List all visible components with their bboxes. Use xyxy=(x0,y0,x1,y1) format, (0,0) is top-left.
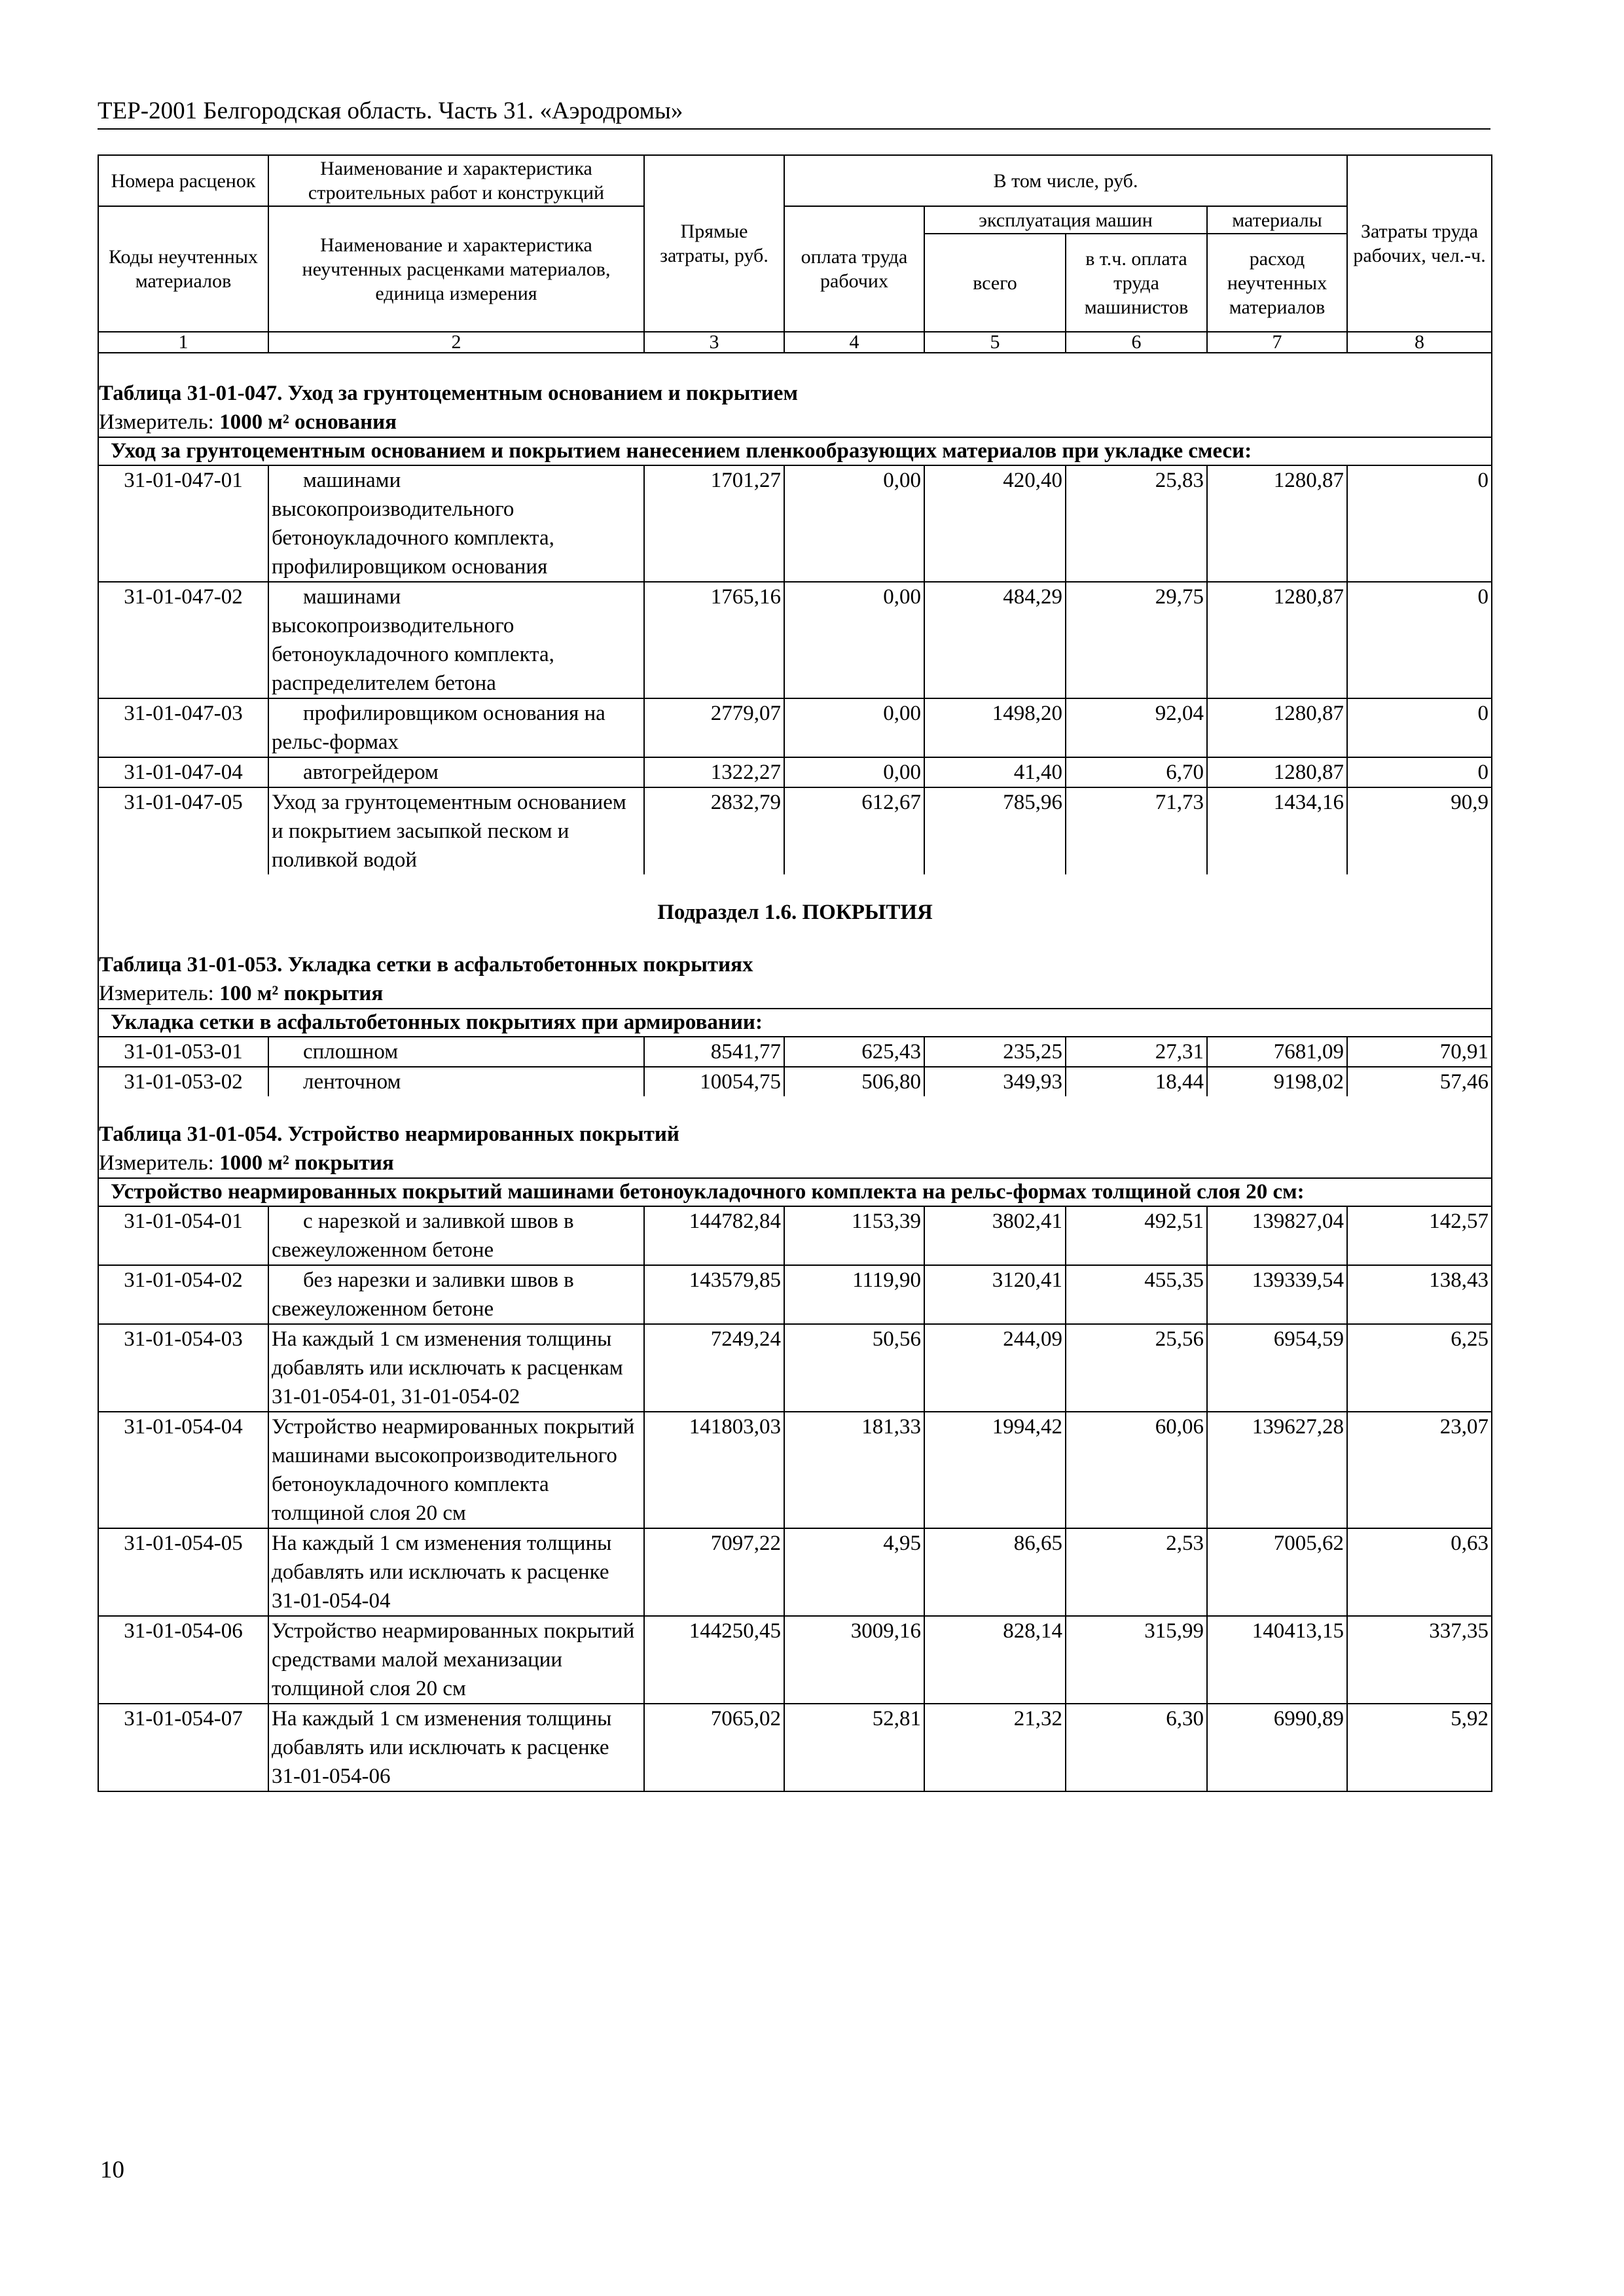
operator-wages-cell: 18,44 xyxy=(1066,1067,1207,1096)
worker-wages-cell: 181,33 xyxy=(784,1412,924,1528)
rate-name-cell: машинами высокопроизводительного бетоноукладочного комплекта, профилировщиком основания xyxy=(268,465,644,582)
materials-cost-cell: 1280,87 xyxy=(1207,757,1347,787)
materials-cost-cell: 7681,09 xyxy=(1207,1037,1347,1067)
col-header-machine-operation: эксплуатация машин xyxy=(924,206,1207,234)
col-number: 6 xyxy=(1066,332,1207,353)
col-header-material-names: Наименование и характеристика неучтенных расценками материалов, единица измерения xyxy=(268,206,644,332)
col-header-material-usage: расход неучтенных материалов xyxy=(1207,234,1347,332)
table-row xyxy=(98,1067,1492,1096)
operator-wages-cell: 455,35 xyxy=(1066,1265,1207,1324)
operator-wages-cell: 27,31 xyxy=(1066,1037,1207,1067)
table-title: Таблица 31-01-054. Устройство неармированных покрытий xyxy=(98,1120,1492,1149)
operator-wages-cell: 71,73 xyxy=(1066,787,1207,874)
rate-name-cell: Устройство неармированных покрытий средствами малой механизации толщиной слоя 20 см xyxy=(268,1616,644,1704)
labor-hours-cell: 0 xyxy=(1347,582,1492,698)
operator-wages-cell: 29,75 xyxy=(1066,582,1207,698)
operator-wages-cell: 2,53 xyxy=(1066,1528,1207,1616)
rate-name-cell: На каждый 1 см изменения толщины добавлять или исключать к расценкам 31-01-054-01, 31-01-054-02 xyxy=(268,1324,644,1412)
rate-code-cell: 31-01-047-03 xyxy=(98,698,268,757)
measurement-value: 1000 м² основания xyxy=(219,410,397,434)
col-number: 5 xyxy=(924,332,1066,353)
operator-wages-cell: 6,70 xyxy=(1066,757,1207,787)
rate-code-cell: 31-01-054-06 xyxy=(98,1616,268,1704)
spacer-cell xyxy=(98,353,1492,379)
direct-costs-cell: 1765,16 xyxy=(644,582,784,698)
table-title: Таблица 31-01-053. Укладка сетки в асфальтобетонных покрытиях xyxy=(98,950,1492,979)
spacer-row xyxy=(98,874,1492,898)
labor-hours-cell: 23,07 xyxy=(1347,1412,1492,1528)
machine-total-cell: 235,25 xyxy=(924,1037,1066,1067)
col-number: 7 xyxy=(1207,332,1347,353)
spacer-cell xyxy=(98,1096,1492,1120)
col-number: 1 xyxy=(98,332,268,353)
subsection-title: Подраздел 1.6. ПОКРЫТИЯ xyxy=(98,898,1492,927)
operator-wages-cell: 25,56 xyxy=(1066,1324,1207,1412)
rate-code-cell: 31-01-054-02 xyxy=(98,1265,268,1324)
table-row xyxy=(98,1037,1492,1067)
labor-hours-cell: 337,35 xyxy=(1347,1616,1492,1704)
subsection-title-row xyxy=(98,898,1492,927)
labor-hours-cell: 70,91 xyxy=(1347,1037,1492,1067)
table-title-row xyxy=(98,1120,1492,1149)
rate-code-cell: 31-01-054-03 xyxy=(98,1324,268,1412)
direct-costs-cell: 10054,75 xyxy=(644,1067,784,1096)
rate-code-cell: 31-01-053-01 xyxy=(98,1037,268,1067)
measurement-unit xyxy=(98,1149,1492,1178)
rate-name-cell: автогрейдером xyxy=(268,757,644,787)
direct-costs-cell: 7065,02 xyxy=(644,1704,784,1791)
materials-cost-cell: 7005,62 xyxy=(1207,1528,1347,1616)
col-number: 2 xyxy=(268,332,644,353)
machine-total-cell: 484,29 xyxy=(924,582,1066,698)
running-header: ТЕР-2001 Белгородская область. Часть 31. «Аэродромы» xyxy=(98,97,1490,130)
rate-name-cell: профилировщиком основания на рельс-формах xyxy=(268,698,644,757)
table-title-row xyxy=(98,950,1492,979)
col-number: 4 xyxy=(784,332,924,353)
spacer-cell xyxy=(98,874,1492,898)
labor-hours-cell: 0 xyxy=(1347,698,1492,757)
machine-total-cell: 349,93 xyxy=(924,1067,1066,1096)
worker-wages-cell: 4,95 xyxy=(784,1528,924,1616)
direct-costs-cell: 1701,27 xyxy=(644,465,784,582)
measurement-row xyxy=(98,979,1492,1009)
group-header-row xyxy=(98,437,1492,465)
page-number: 10 xyxy=(100,2157,124,2183)
measurement-value: 1000 м² покрытия xyxy=(219,1151,394,1175)
table-title: Таблица 31-01-047. Уход за грунтоцементным основанием и покрытием xyxy=(98,379,1492,408)
col-header-worker-wages: оплата труда рабочих xyxy=(784,206,924,332)
rate-name-cell: Устройство неармированных покрытий машинами высокопроизводительного бетоноукладочного комплекта толщиной слоя 20 см xyxy=(268,1412,644,1528)
col-header-operator-wages: в т.ч. оплата труда машинистов xyxy=(1066,234,1207,332)
spacer-row xyxy=(98,1096,1492,1120)
labor-hours-cell: 142,57 xyxy=(1347,1206,1492,1265)
machine-total-cell: 244,09 xyxy=(924,1324,1066,1412)
measurement-label: Измеритель: xyxy=(99,1151,214,1175)
col-number: 3 xyxy=(644,332,784,353)
table-row xyxy=(98,1616,1492,1704)
spacer-cell xyxy=(98,927,1492,950)
col-header-including: В том числе, руб. xyxy=(784,155,1347,206)
col-header-work-name: Наименование и характеристика строительных работ и конструкций xyxy=(268,155,644,206)
labor-hours-cell: 0 xyxy=(1347,465,1492,582)
table-row xyxy=(98,1528,1492,1616)
machine-total-cell: 3802,41 xyxy=(924,1206,1066,1265)
materials-cost-cell: 1280,87 xyxy=(1207,465,1347,582)
col-header-direct-costs: Прямые затраты, руб. xyxy=(644,155,784,332)
rates-table xyxy=(98,154,1492,1792)
machine-total-cell: 785,96 xyxy=(924,787,1066,874)
worker-wages-cell: 506,80 xyxy=(784,1067,924,1096)
rate-code-cell: 31-01-054-04 xyxy=(98,1412,268,1528)
spacer-row xyxy=(98,353,1492,379)
measurement-unit xyxy=(98,979,1492,1009)
operator-wages-cell: 25,83 xyxy=(1066,465,1207,582)
table-row xyxy=(98,582,1492,698)
measurement-value: 100 м² покрытия xyxy=(219,982,384,1005)
table-row xyxy=(98,1265,1492,1324)
col-header-total: всего xyxy=(924,234,1066,332)
table-row xyxy=(98,757,1492,787)
machine-total-cell: 1498,20 xyxy=(924,698,1066,757)
group-header: Укладка сетки в асфальтобетонных покрытиях при армировании: xyxy=(98,1009,1492,1037)
materials-cost-cell: 139827,04 xyxy=(1207,1206,1347,1265)
materials-cost-cell: 6954,59 xyxy=(1207,1324,1347,1412)
machine-total-cell: 828,14 xyxy=(924,1616,1066,1704)
machine-total-cell: 21,32 xyxy=(924,1704,1066,1791)
worker-wages-cell: 625,43 xyxy=(784,1037,924,1067)
machine-total-cell: 1994,42 xyxy=(924,1412,1066,1528)
table-row xyxy=(98,1412,1492,1528)
worker-wages-cell: 3009,16 xyxy=(784,1616,924,1704)
rate-name-cell: ленточном xyxy=(268,1067,644,1096)
direct-costs-cell: 7249,24 xyxy=(644,1324,784,1412)
materials-cost-cell: 9198,02 xyxy=(1207,1067,1347,1096)
materials-cost-cell: 6990,89 xyxy=(1207,1704,1347,1791)
col-header-labor-costs: Затраты труда рабочих, чел.-ч. xyxy=(1347,155,1492,332)
rate-name-cell: На каждый 1 см изменения толщины добавлять или исключать к расценке 31-01-054-06 xyxy=(268,1704,644,1791)
direct-costs-cell: 143579,85 xyxy=(644,1265,784,1324)
rate-code-cell: 31-01-054-01 xyxy=(98,1206,268,1265)
rate-code-cell: 31-01-047-02 xyxy=(98,582,268,698)
group-header: Уход за грунтоцементным основанием и покрытием нанесением пленкообразующих материалов при укладке смеси: xyxy=(98,437,1492,465)
direct-costs-cell: 144782,84 xyxy=(644,1206,784,1265)
direct-costs-cell: 2779,07 xyxy=(644,698,784,757)
worker-wages-cell: 50,56 xyxy=(784,1324,924,1412)
materials-cost-cell: 139627,28 xyxy=(1207,1412,1347,1528)
worker-wages-cell: 0,00 xyxy=(784,582,924,698)
measurement-row xyxy=(98,1149,1492,1178)
operator-wages-cell: 6,30 xyxy=(1066,1704,1207,1791)
direct-costs-cell: 2832,79 xyxy=(644,787,784,874)
table-row xyxy=(98,465,1492,582)
table-row xyxy=(98,698,1492,757)
labor-hours-cell: 138,43 xyxy=(1347,1265,1492,1324)
table-row xyxy=(98,1206,1492,1265)
rate-code-cell: 31-01-054-05 xyxy=(98,1528,268,1616)
group-header-row xyxy=(98,1009,1492,1037)
labor-hours-cell: 5,92 xyxy=(1347,1704,1492,1791)
worker-wages-cell: 1153,39 xyxy=(784,1206,924,1265)
machine-total-cell: 3120,41 xyxy=(924,1265,1066,1324)
materials-cost-cell: 139339,54 xyxy=(1207,1265,1347,1324)
operator-wages-cell: 92,04 xyxy=(1066,698,1207,757)
direct-costs-cell: 1322,27 xyxy=(644,757,784,787)
rate-code-cell: 31-01-054-07 xyxy=(98,1704,268,1791)
worker-wages-cell: 612,67 xyxy=(784,787,924,874)
worker-wages-cell: 52,81 xyxy=(784,1704,924,1791)
materials-cost-cell: 1280,87 xyxy=(1207,698,1347,757)
direct-costs-cell: 141803,03 xyxy=(644,1412,784,1528)
measurement-row xyxy=(98,408,1492,437)
labor-hours-cell: 6,25 xyxy=(1347,1324,1492,1412)
rate-code-cell: 31-01-047-01 xyxy=(98,465,268,582)
worker-wages-cell: 0,00 xyxy=(784,465,924,582)
rate-name-cell: сплошном xyxy=(268,1037,644,1067)
materials-cost-cell: 140413,15 xyxy=(1207,1616,1347,1704)
col-header-material-codes: Коды неучтенных материалов xyxy=(98,206,268,332)
measurement-label: Измеритель: xyxy=(99,410,214,434)
labor-hours-cell: 0,63 xyxy=(1347,1528,1492,1616)
table-row xyxy=(98,787,1492,874)
table-title-row xyxy=(98,379,1492,408)
labor-hours-cell: 0 xyxy=(1347,757,1492,787)
operator-wages-cell: 315,99 xyxy=(1066,1616,1207,1704)
rate-name-cell: без нарезки и заливки швов в свежеуложенном бетоне xyxy=(268,1265,644,1324)
materials-cost-cell: 1434,16 xyxy=(1207,787,1347,874)
table-row xyxy=(98,1704,1492,1791)
rate-name-cell: с нарезкой и заливкой швов в свежеуложенном бетоне xyxy=(268,1206,644,1265)
measurement-label: Измеритель: xyxy=(99,982,214,1005)
direct-costs-cell: 144250,45 xyxy=(644,1616,784,1704)
rate-name-cell: Уход за грунтоцементным основанием и покрытием засыпкой песком и поливкой водой xyxy=(268,787,644,874)
col-header-rate-numbers: Номера расценок xyxy=(98,155,268,206)
rate-code-cell: 31-01-047-05 xyxy=(98,787,268,874)
operator-wages-cell: 492,51 xyxy=(1066,1206,1207,1265)
worker-wages-cell: 1119,90 xyxy=(784,1265,924,1324)
machine-total-cell: 41,40 xyxy=(924,757,1066,787)
direct-costs-cell: 7097,22 xyxy=(644,1528,784,1616)
machine-total-cell: 86,65 xyxy=(924,1528,1066,1616)
spacer-row xyxy=(98,927,1492,950)
rate-name-cell: машинами высокопроизводительного бетоноукладочного комплекта, распределителем бетона xyxy=(268,582,644,698)
group-header-row xyxy=(98,1178,1492,1206)
measurement-unit xyxy=(98,408,1492,437)
group-header: Устройство неармированных покрытий машинами бетоноукладочного комплекта на рельс-формах толщиной слоя 20 см: xyxy=(98,1178,1492,1206)
materials-cost-cell: 1280,87 xyxy=(1207,582,1347,698)
table-head xyxy=(98,155,1492,353)
labor-hours-cell: 90,9 xyxy=(1347,787,1492,874)
col-header-materials: материалы xyxy=(1207,206,1347,234)
rate-name-cell: На каждый 1 см изменения толщины добавлять или исключать к расценке 31-01-054-04 xyxy=(268,1528,644,1616)
worker-wages-cell: 0,00 xyxy=(784,698,924,757)
table-row xyxy=(98,1324,1492,1412)
table-body xyxy=(98,353,1492,1791)
rate-code-cell: 31-01-053-02 xyxy=(98,1067,268,1096)
col-number: 8 xyxy=(1347,332,1492,353)
rate-code-cell: 31-01-047-04 xyxy=(98,757,268,787)
machine-total-cell: 420,40 xyxy=(924,465,1066,582)
direct-costs-cell: 8541,77 xyxy=(644,1037,784,1067)
operator-wages-cell: 60,06 xyxy=(1066,1412,1207,1528)
labor-hours-cell: 57,46 xyxy=(1347,1067,1492,1096)
worker-wages-cell: 0,00 xyxy=(784,757,924,787)
